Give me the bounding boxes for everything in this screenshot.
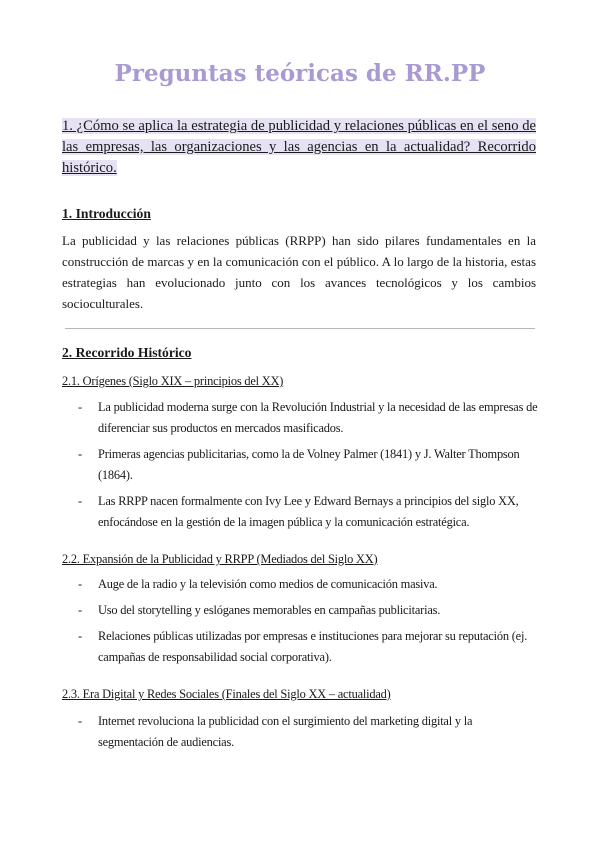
list-item: - Relaciones públicas utilizadas por empresas e instituciones para mejorar su reputación (ej. campañas de responsabilidad social corporativa). (78, 629, 528, 664)
bullet-list (78, 711, 538, 758)
subsection-heading: 2.1. Orígenes (Siglo XIX – principios del XX) (62, 374, 284, 388)
list-item: - Auge de la radio y la televisión como medios de comunicación masiva. (78, 577, 438, 591)
intro-paragraph: La publicidad y las relaciones públicas (RRPP) han sido pilares fundamentales en la construcción de marcas y en la comunicación con el público. A lo largo de la historia, estas estrategias han evolucionado junto con los avances tecnológicos y los cambios socioculturales. (62, 233, 536, 311)
list-item: - Uso del storytelling y eslóganes memorables en campañas publicitarias. (78, 603, 441, 617)
list-item: - Las RRPP nacen formalmente con Ivy Lee y Edward Bernays a principios del siglo XX, enfocándose en la gestión de la imagen pública y la comunicación estratégica. (78, 494, 519, 529)
section-divider (65, 328, 535, 329)
document-title: Preguntas teóricas de RR.PP (114, 60, 486, 87)
history-heading: 2. Recorrido Histórico (62, 345, 192, 360)
list-item: - Primeras agencias publicitarias, como la de Volney Palmer (1841) y J. Walter Thompson (1864). (78, 447, 520, 482)
bullet-list (78, 574, 538, 673)
question-heading (62, 116, 536, 179)
list-item: - La publicidad moderna surge con la Revolución Industrial y la necesidad de las empresas de diferenciar sus productos en mercados masificados. (78, 400, 538, 435)
question-text: 1. ¿Cómo se aplica la estrategia de publicidad y relaciones públicas en el seno de las empresas, las organizaciones y las agencias en la actualidad? Recorrido histórico. (62, 118, 536, 176)
subsection-heading: 2.3. Era Digital y Redes Sociales (Finales del Siglo XX – actualidad) (62, 687, 391, 701)
intro-heading: 1. Introducción (62, 206, 151, 221)
list-item: - Internet revoluciona la publicidad con el surgimiento del marketing digital y la segmentación de audiencias. (78, 714, 473, 749)
subsection-heading: 2.2. Expansión de la Publicidad y RRPP (Mediados del Siglo XX) (62, 552, 378, 566)
bullet-list (78, 397, 538, 538)
